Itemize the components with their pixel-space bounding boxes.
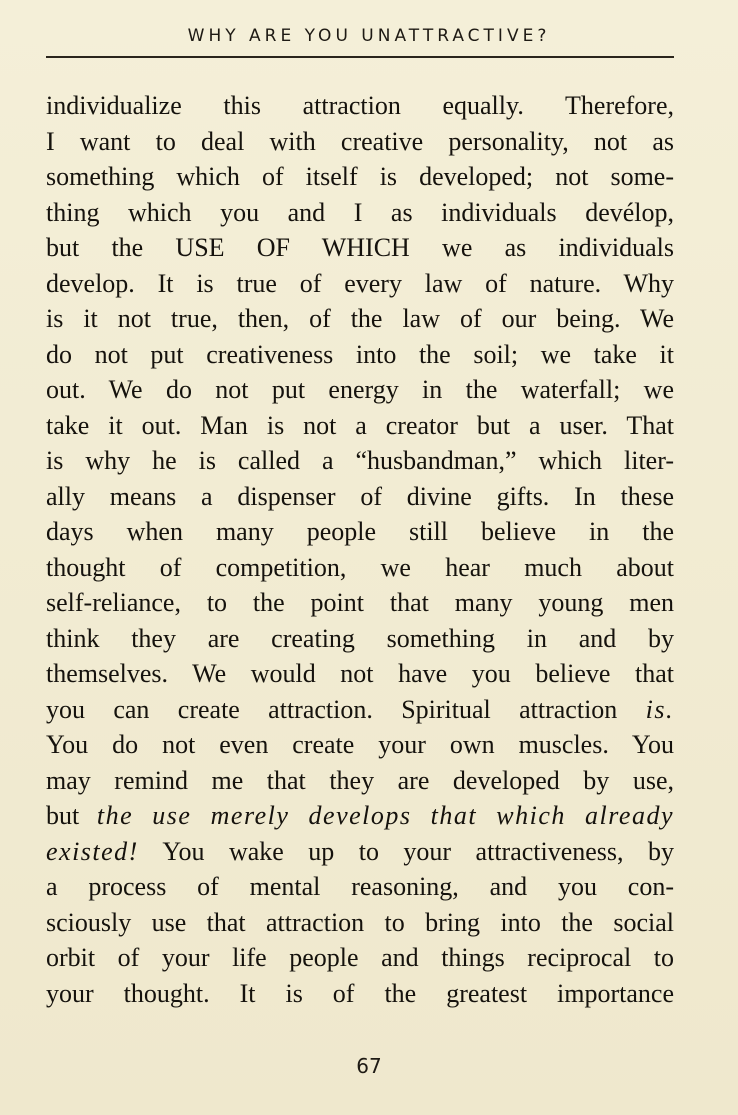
- text-line: do not put creativeness into the soil; we take it: [46, 339, 674, 369]
- text-line: themselves. We would not have you believe that: [46, 659, 674, 688]
- text-run: but: [46, 801, 97, 830]
- running-header-title: WHY ARE YOU UNATTRACTIVE?: [187, 26, 551, 46]
- text-line: [46, 834, 674, 870]
- page-number: 67: [356, 1054, 382, 1078]
- text-line: a process of mental reasoning, and you con-: [46, 872, 674, 901]
- text-line: [46, 692, 674, 728]
- text-line: I want to deal with creative personality, not as: [46, 126, 674, 156]
- text-line: You do not even create your own muscles. You: [46, 730, 674, 759]
- text-line: thing which you and I as individuals devélop,: [46, 197, 674, 227]
- italic-run: is.: [645, 694, 674, 724]
- text-line: out. We do not put energy in the waterfall; we: [46, 375, 674, 404]
- italic-run: existed!: [46, 836, 139, 866]
- text-line: ally means a dispenser of divine gifts. In these: [46, 481, 674, 511]
- text-line: your thought. It is of the greatest importance: [46, 978, 674, 1008]
- text-line: something which of itself is developed; not some-: [46, 162, 674, 191]
- text-line: develop. It is true of every law of nature. Why: [46, 268, 674, 298]
- body-paragraph: [46, 88, 674, 1011]
- text-line: days when many people still believe in the: [46, 517, 674, 546]
- text-line: self-reliance, to the point that many young men: [46, 588, 674, 617]
- text-line: is it not true, then, of the law of our being. We: [46, 304, 674, 333]
- text-line: may remind me that they are developed by use,: [46, 765, 674, 795]
- text-line: thought of competition, we hear much about: [46, 552, 674, 582]
- text-run: You wake up to your attractiveness, by: [138, 836, 674, 866]
- text-run: you can create attraction. Spiritual attraction: [46, 694, 646, 724]
- text-line: think they are creating something in and by: [46, 623, 674, 653]
- italic-run: the use merely develops that which already: [96, 801, 674, 830]
- header-rule: [46, 56, 674, 58]
- text-line: is why he is called a “husbandman,” which liter-: [46, 446, 674, 475]
- text-line: but the USE OF WHICH we as individuals: [46, 233, 674, 262]
- text-line: individualize this attraction equally. Therefore,: [46, 91, 674, 120]
- text-line: orbit of your life people and things reciprocal to: [46, 943, 674, 972]
- text-line: take it out. Man is not a creator but a user. That: [46, 410, 674, 440]
- text-line: [46, 798, 674, 834]
- text-line: sciously use that attraction to bring into the social: [46, 907, 674, 937]
